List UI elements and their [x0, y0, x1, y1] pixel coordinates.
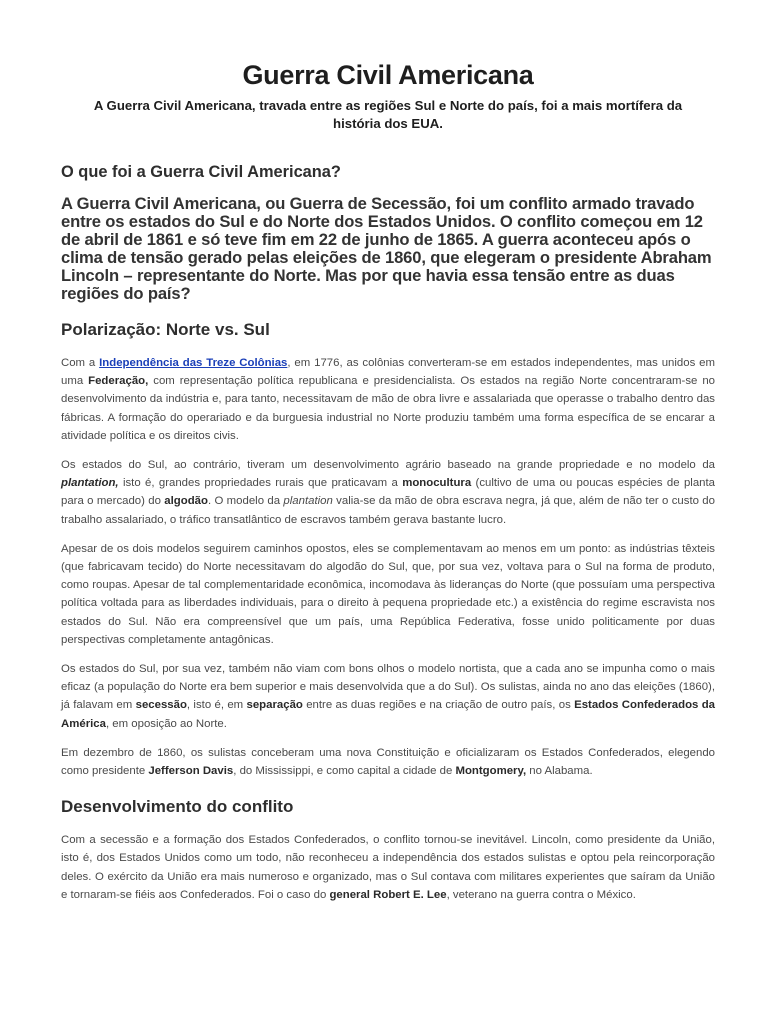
paragraph-constituicao — [61, 744, 715, 780]
paragraph-independencia — [61, 354, 715, 445]
text-run: Com a — [61, 357, 100, 369]
page-subtitle: A Guerra Civil Americana, travada entre as regiões Sul e Norte do país, foi a mais mortífera da história dos EUA. — [93, 98, 683, 131]
bold-italic-term-plantation: plantation, — [61, 477, 119, 490]
lead-paragraph: A Guerra Civil Americana, ou Guerra de Secessão, foi um conflito armado travado entre os estados do Sul e do Norte dos Estados Unidos. O conflito começou em 12 de abril de 1861 e só teve fim em 22 de junho de 1865. A guerra aconteceu após o clima de tensão gerado pelas eleições de 1860, que elegeram o presidente Abraham Lincoln – representante do Norte. Mas por que havia essa tensão entre as duas regiões do país? — [61, 194, 712, 303]
page-title: Guerra Civil Americana — [242, 60, 534, 90]
text-run: . O modelo da — [207, 495, 284, 508]
text-run: , em oposição ao Norte. — [105, 717, 227, 730]
bold-term-federacao: Federação, — [88, 375, 149, 388]
bold-term-robert-e-lee: general Robert E. Lee — [329, 888, 447, 901]
text-run: , do Mississippi, e como capital a cidade de — [233, 765, 456, 778]
italic-term-plantation: plantation — [283, 495, 333, 508]
paragraph-conflito — [61, 831, 715, 904]
text-run: Os estados do Sul, ao contrário, tiveram um desenvolvimento agrário baseado na grande propriedade e no modelo da — [61, 459, 715, 472]
bold-term-jefferson-davis: Jefferson Davis — [148, 765, 234, 778]
bold-term-estados-confederados: Estados Confederados da América — [61, 699, 715, 730]
text-run: valia-se da mão de obra escrava negra, já que, além de não ter o custo do trabalho assalariado, o tráfico transatlântico de escravos também gerava bastante lucro. — [61, 495, 715, 526]
bold-term-secessao: secessão — [135, 699, 187, 712]
text-run: com representação política republicana e presidencialista. Os estados na região Norte concentraram-se no desenvolvimento da indústria e, para tanto, necessitavam de mão de obra livre e assalariada que operasse o trabalho dentro das fábricas. A formação do operariado e da burguesia industrial no Norte produziu também uma forma específica de se encarar a atividade política e os direitos civis. — [61, 375, 716, 442]
bold-term-separacao: separação — [246, 699, 303, 712]
text-run: entre as duas regiões e na criação de outro país, os — [302, 699, 575, 712]
text-run: (cultivo de uma ou poucas espécies de planta para o mercado) do — [61, 477, 715, 508]
text-run: no Alabama. — [526, 765, 593, 778]
text-run: isto é, grandes propriedades rurais que praticavam a — [118, 477, 403, 490]
text-run: Com a secessão e a formação dos Estados Confederados, o conflito tornou-se inevitável. Lincoln, como presidente da União, isto é, dos Estados Unidos como um todo, não reconheceu a independência dos estados sulistas e optou pela reincorporação deles. O exército da União era mais numeroso e organizado, mas o Sul contava com militares experientes que saíram da União e tornaram-se fiéis aos Confederados. Foi o caso do — [61, 834, 715, 901]
text-run: Os estados do Sul, por sua vez, também não viam com bons olhos o modelo nortista, que a cada ano se impunha como o mais eficaz (a população do Norte era bem superior e mais desenvolvida que a do Sul). Os sulistas, ainda no ano das eleições (1860), já falavam em — [61, 663, 715, 712]
section-heading-desenvolvimento: Desenvolvimento do conflito — [61, 797, 294, 817]
section-heading-polarizacao: Polarização: Norte vs. Sul — [61, 320, 270, 339]
paragraph-estados-do-sul — [61, 456, 715, 529]
paragraph-secessao — [61, 660, 715, 733]
link-independencia-treze-colonias[interactable]: Independência das Treze Colônias — [99, 357, 288, 369]
bold-term-monocultura: monocultura — [402, 477, 472, 490]
bold-term-algodao: algodão — [164, 495, 208, 508]
text-run: , em 1776, as colônias converteram-se em estados independentes, mas unidos em uma — [61, 357, 715, 388]
question-heading: O que foi a Guerra Civil Americana? — [61, 163, 341, 181]
paragraph-complementaridade: Apesar de os dois modelos seguirem caminhos opostos, eles se complementavam ao menos em um ponto: as indústrias têxteis (que fabricavam tecido) do Norte necessitavam do algodão do Sul, que, por sua vez, voltava para o Sul na forma de produto, como roupas. Apesar de tal complementaridade econômica, incomodava às lideranças do Norte (que possuíam uma perspectiva política voltada para as liberdades individuais, para o direito à pequena propriedade etc.) a existência do regime escravista nos estados do Sul. Não era compreensível que um país, uma República Federativa, fosse unido politicamente por duas perspectivas completamente antagônicas. — [61, 542, 715, 646]
text-run: Em dezembro de 1860, os sulistas conceberam uma nova Constituição e oficializaram os Estados Confederados, elegendo como presidente — [61, 746, 715, 778]
text-run: , veterano na guerra contra o México. — [446, 888, 636, 901]
bold-term-montgomery: Montgomery, — [455, 765, 527, 778]
text-run: , isto é, em — [186, 699, 247, 712]
